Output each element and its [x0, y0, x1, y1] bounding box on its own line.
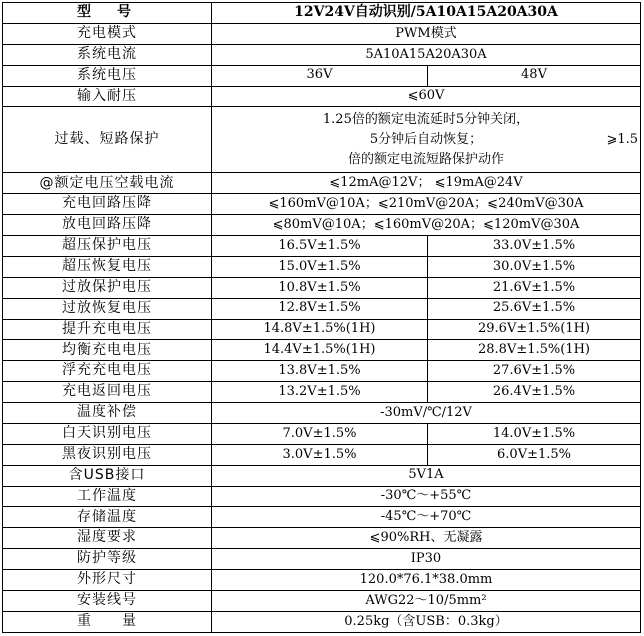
header-value: 12V24V自动识别/5A10A15A20A30A — [212, 3, 641, 24]
row-discharge-drop — [3, 215, 641, 236]
protection-line: 5分钟后自动恢复； — [369, 131, 483, 147]
row-wire-gauge — [3, 590, 641, 611]
row-usb — [3, 465, 641, 486]
value-24v: 28.8V±1.5%(1H) — [428, 340, 641, 361]
row-value: PWM模式 — [212, 23, 641, 44]
row-label: 输入耐压 — [3, 86, 212, 107]
row-label: 工作温度 — [3, 486, 212, 507]
row-input-withstand — [3, 86, 641, 107]
value-12v: 10.8V±1.5% — [212, 277, 428, 298]
header-label: 型 号 — [3, 3, 212, 24]
row-protection-grade — [3, 549, 641, 570]
row-storage-temp — [3, 507, 641, 528]
row-label: 充电返回电压 — [3, 382, 212, 403]
row-label: 放电回路压降 — [3, 215, 212, 236]
header-row — [3, 3, 641, 24]
row-label: 过放保护电压 — [3, 277, 212, 298]
row-day-detect — [3, 423, 641, 444]
value-12v: 14.8V±1.5%(1H) — [212, 319, 428, 340]
row-label: 浮充充电电压 — [3, 361, 212, 382]
row-label: 黑夜识别电压 — [3, 444, 212, 465]
value-24v: 6.0V±1.5% — [428, 444, 641, 465]
spec-table — [2, 2, 641, 633]
row-value: ⩽60V — [212, 86, 641, 107]
value-12v: 16.5V±1.5% — [212, 236, 428, 257]
row-system-voltage — [3, 65, 641, 86]
row-value: -45℃～+70℃ — [212, 507, 641, 528]
row-label: 外形尺寸 — [3, 570, 212, 591]
row-label: 均衡充电电压 — [3, 340, 212, 361]
row-night-detect — [3, 444, 641, 465]
row-overdischarge-protect — [3, 277, 641, 298]
row-idle-current — [3, 173, 641, 194]
value-24v: 26.4V±1.5% — [428, 382, 641, 403]
row-label: 湿度要求 — [3, 528, 212, 549]
row-value: IP30 — [212, 549, 641, 570]
row-value: 120.0*76.1*38.0mm — [212, 570, 641, 591]
row-value: 0.25kg（含USB：0.3kg） — [212, 611, 641, 632]
row-label: 系统电压 — [3, 65, 212, 86]
row-value: AWG22～10/5mm² — [212, 590, 641, 611]
row-value: ⩽12mA@12V； ⩽19mA@24V — [212, 173, 641, 194]
row-overdischarge-recover — [3, 298, 641, 319]
row-label: 系统电流 — [3, 44, 212, 65]
row-label: 提升充电电压 — [3, 319, 212, 340]
value-12v: 3.0V±1.5% — [212, 444, 428, 465]
row-weight — [3, 611, 641, 632]
row-label: 充电回路压降 — [3, 194, 212, 215]
row-label: 过放恢复电压 — [3, 298, 212, 319]
value-12v: 13.2V±1.5% — [212, 382, 428, 403]
row-charge-mode — [3, 23, 641, 44]
row-charge-drop — [3, 194, 641, 215]
value-24v: 33.0V±1.5% — [428, 236, 641, 257]
row-value: -30℃～+55℃ — [212, 486, 641, 507]
value-24v: 27.6V±1.5% — [428, 361, 641, 382]
row-label: 过载、短路保护 — [3, 107, 212, 173]
row-float-charge — [3, 361, 641, 382]
row-label: 存储温度 — [3, 507, 212, 528]
row-dimensions — [3, 570, 641, 591]
value-12v: 12.8V±1.5% — [212, 298, 428, 319]
row-label: @额定电压空载电流 — [3, 173, 212, 194]
value-24v: 29.6V±1.5%(1H) — [428, 319, 641, 340]
value-12v: 13.8V±1.5% — [212, 361, 428, 382]
row-value: 5A10A15A20A30A — [212, 44, 641, 65]
value-24v: 21.6V±1.5% — [428, 277, 641, 298]
row-value: ⩽90%RH、无凝露 — [212, 528, 641, 549]
row-label: 防护等级 — [3, 549, 212, 570]
row-value: ⩽160mV@10A；⩽210mV@20A；⩽240mV@30A — [212, 194, 641, 215]
row-value: 5V1A — [212, 465, 641, 486]
row-system-current — [3, 44, 641, 65]
protection-line: 倍的额定电流短路保护动作 — [347, 151, 504, 167]
row-value — [212, 107, 641, 173]
row-label: 含USB接口 — [3, 465, 212, 486]
row-temp-compensation — [3, 403, 641, 424]
value-24v: 25.6V±1.5% — [428, 298, 641, 319]
value-12v: 36V — [212, 65, 428, 86]
value-12v: 14.4V±1.5%(1H) — [212, 340, 428, 361]
row-label: 充电模式 — [3, 23, 212, 44]
row-charge-return — [3, 382, 641, 403]
value-24v: 14.0V±1.5% — [428, 423, 641, 444]
value-24v: 48V — [428, 65, 641, 86]
protection-multiplier: ⩾1.5 — [606, 131, 639, 147]
row-value: ⩽80mV@10A；⩽160mV@20A；⩽120mV@30A — [212, 215, 641, 236]
row-label: 超压恢复电压 — [3, 256, 212, 277]
row-boost-charge — [3, 319, 641, 340]
row-value: -30mV/℃/12V — [212, 403, 641, 424]
row-label: 白天识别电压 — [3, 423, 212, 444]
value-24v: 30.0V±1.5% — [428, 256, 641, 277]
row-overvoltage-recover — [3, 256, 641, 277]
value-12v: 7.0V±1.5% — [212, 423, 428, 444]
protection-line: 1.25倍的额定电流延时5分钟关闭， — [322, 111, 530, 127]
row-label: 超压保护电压 — [3, 236, 212, 257]
protection-text — [323, 110, 529, 170]
row-overvoltage-protect — [3, 236, 641, 257]
row-operating-temp — [3, 486, 641, 507]
row-label: 安装线号 — [3, 590, 212, 611]
row-label: 重 量 — [3, 611, 212, 632]
value-12v: 15.0V±1.5% — [212, 256, 428, 277]
row-equalize-charge — [3, 340, 641, 361]
row-label: 温度补偿 — [3, 403, 212, 424]
row-overload-protection — [3, 107, 641, 173]
row-humidity — [3, 528, 641, 549]
